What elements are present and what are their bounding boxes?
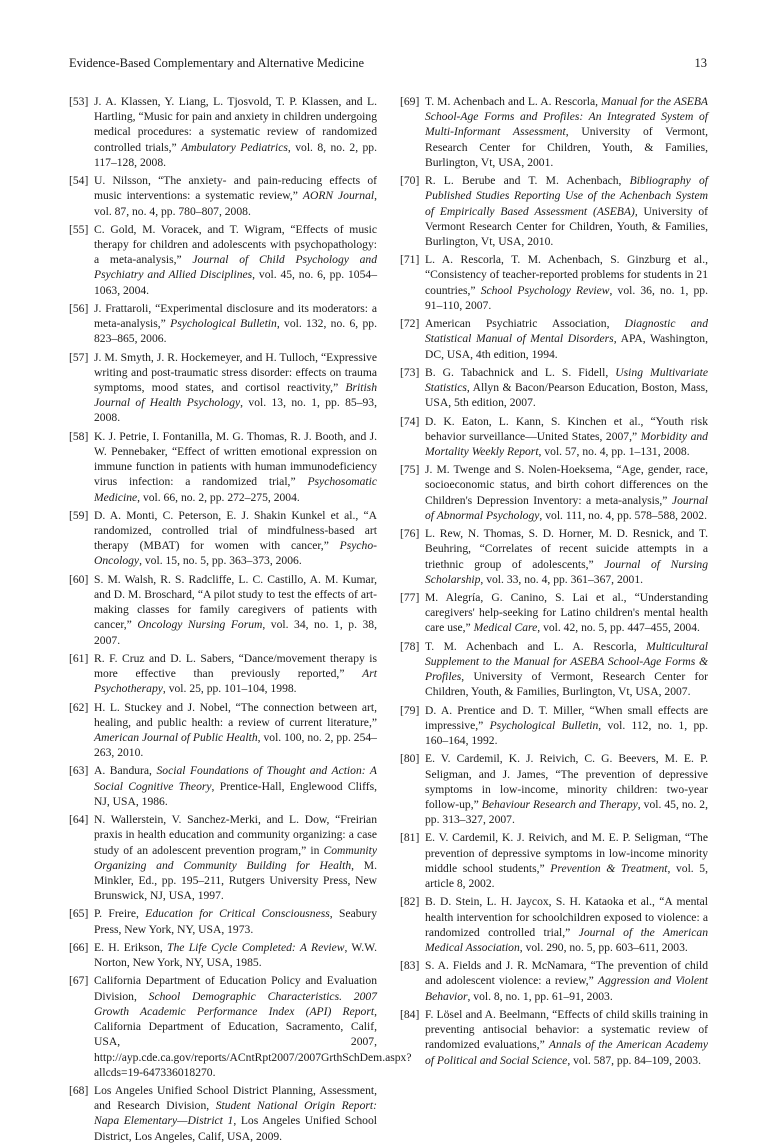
reference-item [400,173,708,249]
reference-segment: N. Wallerstein, V. Sanchez-Merki, and L. Dow, “Freirian praxis in health education and community organizing: a case study of an adolescent prevention program,” in [94,813,377,857]
reference-number: [64] [69,813,89,827]
reference-segment: P. Freire, [94,907,146,921]
reference-segment: , vol. 15, no. 5, pp. 363–373, 2006. [139,554,302,568]
reference-text [94,173,377,219]
reference-segment: R. F. Cruz and D. L. Sabers, “Dance/movement therapy is more effective than previously reported,” [94,651,377,681]
reference-source-title: Art Psychotherapy [94,667,377,696]
reference-source-title: Psycho-Oncology [94,539,377,568]
reference-segment: Los Angeles Unified School District Planning, Assessment, and Research Division, [94,1084,377,1113]
reference-item [400,526,708,587]
reference-item [69,94,377,170]
reference-text [425,252,708,313]
reference-segment: , M. Minkler, Ed., pp. 195–211, Rutgers University Press, New Brunswick, NJ, USA, 1997. [94,858,378,903]
reference-text [94,508,377,569]
reference-segment: , vol. 33, no. 4, pp. 361–367, 2001. [480,572,644,586]
reference-segment: , vol. 42, no. 5, pp. 447–455, 2004. [537,621,700,635]
reference-source-title: Morbidity and Mortality Weekly Report [425,429,708,458]
reference-segment: J. M. Twenge and S. Nolen-Hoeksema, “Age, gender, race, socioeconomic status, and birth cohort differences on the Children's Depression Inventory: a meta-analysis,” [425,463,708,507]
reference-text [94,429,377,505]
reference-item [400,639,708,700]
reference-item [400,414,708,460]
reference-source-title: Community Organizing and Community Building for Health [94,843,377,872]
reference-number: [55] [69,222,89,236]
reference-segment: , vol. 13, no. 1, pp. 85–93, 2008. [94,396,377,425]
reference-number: [73] [400,365,420,379]
reference-segment: E. V. Cardemil, K. J. Reivich, C. G. Beevers, M. E. P. Seligman, and J. James, “The prevention of depressive symptoms in low-income, minority children: two-year follow-up,” [425,752,708,811]
reference-number: [81] [400,831,420,845]
reference-segment: , Prentice-Hall, Englewood Cliffs, NJ, USA, 1986. [94,779,378,808]
reference-item [69,651,377,697]
reference-item [69,940,377,970]
reference-segment: , vol. 112, no. 1, pp. 160–164, 1992. [425,718,708,748]
reference-segment: D. K. Eaton, L. Kann, S. Kinchen et al., “Youth risk behavior surveillance—United States, 2007,” [425,414,708,443]
reference-source-title: AORN Journal [302,189,375,203]
reference-number: [77] [400,591,420,605]
reference-item [69,301,377,347]
reference-item [400,365,708,411]
reference-text [94,906,377,936]
reference-number: [59] [69,508,89,522]
reference-source-title: Social Foundations of Thought and Action: A Social Cognitive Theory [94,764,377,793]
reference-number: [54] [69,174,89,188]
reference-item [69,763,377,809]
reference-segment: M. Alegría, G. Canino, S. Lai et al., “Understanding caregivers' help-seeking for Latino children's mental health care use,” [425,591,708,635]
reference-item [400,894,708,955]
reference-segment: , University of Vermont, Research Center for Children, Youth, & Families, Burlington, Vt, USA, 2007. [425,670,708,699]
reference-item [400,462,708,523]
reference-text [425,590,708,636]
reference-number: [66] [69,940,89,954]
reference-number: [58] [69,429,89,443]
reference-segment: California Department of Education Policy and Evaluation Division, [94,974,377,1003]
reference-segment: K. J. Petrie, I. Fontanilla, M. G. Thomas, R. J. Booth, and J. W. Pennebaker, “Effect of written emotional expression on immune function in patients with human immunodeficiency virus infection: a randomized trial,” [94,429,377,489]
reference-text [425,639,708,700]
reference-segment: , Los Angeles Unified School District, Los Angeles, Calif, USA, 2009. [94,1114,377,1143]
reference-number: [71] [400,253,420,267]
reference-number: [75] [400,463,420,477]
reference-source-title: School Psychology Review [480,283,610,297]
reference-segment: S. M. Walsh, R. S. Radcliffe, L. C. Castillo, A. M. Kumar, and D. M. Broschard, “A pilot study to test the effects of art-making classes for family caregivers of patients with cancer,” [94,572,377,632]
reference-source-title: School Demographic Characteristics. 2007 Growth Academic Performance Index (API) Report [94,989,377,1018]
reference-number: [65] [69,907,89,921]
reference-segment: E. H. Erikson, [94,940,168,954]
reference-number: [63] [69,764,89,778]
reference-number: [70] [400,174,420,188]
reference-source-title: Diagnostic and Statistical Manual of Mental Disorders [425,317,709,346]
reference-segment: , vol. 25, pp. 101–104, 1998. [162,682,297,696]
reference-number: [61] [69,651,89,665]
reference-segment: , California Department of Education, Sacramento, Calif, USA, 2007, http://ayp.cde.ca.gov/reports/ACntRpt2007/2007GrthSchDem.aspx?allcds=19-647336018270. [94,1004,412,1079]
journal-title: Evidence-Based Complementary and Alternative Medicine [69,56,365,70]
reference-text [94,651,377,697]
running-head [69,56,707,70]
reference-source-title: American Journal of Public Health [94,730,258,744]
reference-source-title: Journal of Nursing Scholarship [425,557,709,586]
reference-text [94,940,377,970]
reference-segment: J. M. Smyth, J. R. Hockemeyer, and H. Tulloch, “Expressive writing and post-traumatic stress disorder: effects on trauma symptoms, mood states, and cortisol reactivity,” [94,350,377,395]
reference-number: [76] [400,527,420,541]
reference-segment: , vol. 8, no. 1, pp. 61–91, 2003. [467,989,613,1003]
reference-number: [74] [400,414,420,428]
reference-segment: , vol. 5, article 8, 2002. [425,861,708,891]
reference-source-title: Journal of Abnormal Psychology [425,493,708,522]
reference-text [425,958,708,1004]
reference-segment: E. V. Cardemil, K. J. Reivich, and M. E. P. Seligman, “The prevention of depressive symptoms in low-income minority middle school students,” [425,831,708,875]
reference-text [425,703,708,749]
reference-text [94,350,377,426]
reference-item [69,906,377,936]
reference-source-title: Psychosomatic Medicine [94,475,377,504]
reference-segment: , vol. 45, no. 2, pp. 313–327, 2007. [425,797,709,827]
reference-item [69,700,377,761]
reference-source-title: British Journal of Health Psychology [94,381,377,410]
reference-number: [82] [400,895,420,909]
reference-segment: , vol. 587, pp. 84–109, 2003. [567,1053,701,1067]
reference-source-title: Bibliography of Published Studies Reporting Use of the Achenbach System of Empirically Based Assessment (ASEBA) [425,174,708,218]
reference-segment: A. Bandura, [94,764,157,778]
reference-source-title: Education for Critical Consciousness [145,907,330,921]
reference-item [400,1007,708,1068]
reference-source-title: Annals of the American Academy of Political and Social Science [425,1038,708,1067]
reference-segment: , vol. 8, no. 2, pp. 117–128, 2008. [94,140,378,169]
reference-number: [80] [400,752,420,766]
reference-text [94,700,377,761]
reference-text [425,830,708,891]
reference-segment: T. M. Achenbach and L. A. Rescorla, [425,639,647,653]
reference-number: [68] [69,1084,89,1097]
reference-text [425,462,708,523]
reference-item [400,94,708,170]
reference-item [400,316,708,362]
reference-segment: , Seabury Press, New York, NY, USA, 1973. [94,907,377,936]
reference-segment: , W.W. Norton, New York, NY, USA, 1985. [94,940,377,970]
reference-segment: H. L. Stuckey and J. Nobel, “The connection between art, healing, and public health: a review of current literature,” [94,700,377,729]
reference-text [425,316,708,362]
reference-segment: J. A. Klassen, Y. Liang, L. Tjosvold, T. P. Klassen, and L. Hartling, “Music for pain and anxiety in children undergoing medical procedures: a systematic review of randomized controlled trials,” [94,95,377,154]
reference-segment: , vol. 45, no. 6, pp. 1054–1063, 2004. [94,268,377,297]
reference-segment: J. Frattaroli, “Experimental disclosure and its moderators: a meta-analysis,” [94,301,377,331]
reference-number: [83] [400,959,420,973]
reference-text [94,572,377,648]
reference-segment: , vol. 34, no. 1, p. 38, 2007. [94,618,377,647]
reference-number: [62] [69,700,89,714]
reference-segment: B. G. Tabachnick and L. S. Fidell, [425,365,616,379]
reference-segment: , APA, Washington, DC, USA, 4th edition, 1994. [425,332,708,361]
reference-item [400,590,708,636]
reference-segment: S. A. Fields and J. R. McNamara, “The prevention of child and adolescent violence: a review,” [425,959,708,988]
reference-item [69,812,377,903]
reference-segment: , vol. 111, no. 4, pp. 578–588, 2002. [539,508,707,522]
reference-source-title: Medical Care [473,621,538,635]
reference-segment: D. A. Monti, C. Peterson, E. J. Shakin Kunkel et al., “A randomized, controlled trial of mindfulness-based art therapy (MBAT) for women with cancer,” [94,508,377,553]
reference-source-title: The Life Cycle Completed: A Review [167,940,345,954]
reference-segment: U. Nilsson, “The anxiety- and pain-reducing effects of music interventions: a systematic review,” [94,174,377,203]
reference-segment: T. M. Achenbach and L. A. Rescorla, [425,95,602,108]
reference-text [425,894,708,955]
reference-segment: D. A. Prentice and D. T. Miller, “When small effects are impressive,” [425,703,708,732]
reference-number: [78] [400,639,420,653]
reference-source-title: Aggression and Violent Behavior [425,974,708,1003]
reference-text [94,301,377,347]
reference-source-title: Journal of Child Psychology and Psychiatry and Allied Disciplines [94,253,378,282]
reference-segment: C. Gold, M. Voracek, and T. Wigram, “Effects of music therapy for children and adolescents with psychopathology: a meta-analysis,” [94,222,377,267]
reference-item [69,222,377,298]
reference-segment: , University of Vermont Research Center for Children, Youth, & Families, Burlington, Vt, USA, 2010. [425,204,708,248]
reference-number: [69] [400,95,420,108]
reference-item [400,252,708,313]
reference-segment: , vol. 290, no. 5, pp. 603–611, 2003. [519,940,688,954]
reference-source-title: Psychological Bulletin [489,718,599,732]
reference-source-title: Student National Origin Report: Napa Elementary—District 1 [94,1099,377,1128]
reference-item [400,830,708,891]
reference-text [94,94,377,170]
reference-number: [53] [69,95,89,108]
reference-segment: F. Lösel and A. Beelmann, “Effects of child skills training in preventing antisocial behavior: a systematic review of randomized evaluations,” [425,1007,708,1052]
reference-item [69,429,377,505]
reference-item [400,958,708,1004]
reference-text [94,1083,377,1144]
reference-number: [67] [69,974,89,988]
reference-source-title: Using Multivariate Statistics [425,365,708,395]
reference-item [400,703,708,749]
reference-item [400,751,708,827]
reference-number: [72] [400,317,420,331]
reference-item [69,350,377,426]
reference-segment: , vol. 132, no. 6, pp. 823–865, 2006. [94,317,377,346]
reference-source-title: Journal of the American Medical Association [425,925,709,954]
reference-text [425,1007,708,1068]
reference-segment: L. A. Rescorla, T. M. Achenbach, S. Ginzburg et al., “Consistency of teacher-reported problems for students in 21 countries,” [425,253,708,297]
reference-segment: , vol. 36, no. 1, pp. 91–110, 2007. [425,283,708,312]
reference-source-title: Psychological Bulletin [170,317,277,331]
page-number: 13 [694,56,707,70]
reference-source-title: Behaviour Research and Therapy [481,797,638,811]
reference-segment: , Allyn & Bacon/Pearson Education, Boston, Mass, USA, 5th edition, 2007. [425,381,708,410]
reference-source-title: Oncology Nursing Forum [137,618,263,632]
reference-text [425,414,708,460]
reference-segment: L. Rew, N. Thomas, S. D. Horner, M. D. Resnick, and T. Beuhring, “Correlates of recent suicide attempts in a triethnic group of adolescents,” [425,527,708,571]
reference-text [425,751,708,827]
reference-source-title: Manual for the ASEBA School-Age Forms and Profiles: An Integrated System of Multi-Informant Assessment [425,95,709,139]
reference-source-title: Multicultural Supplement to the Manual for ASEBA School-Age Forms & Profiles [425,639,708,684]
reference-item [69,173,377,219]
reference-text [94,812,377,903]
reference-number: [56] [69,301,89,315]
reference-segment: , University of Vermont, Research Center for Children, Youth, & Families, Burlington, Vt, USA, 2001. [425,125,708,169]
reference-text [94,222,377,298]
reference-item [69,508,377,569]
reference-item [69,1083,377,1144]
reference-text [425,365,708,411]
reference-segment: American Psychiatric Association, [425,317,625,331]
reference-text [425,173,708,249]
reference-number: [60] [69,572,89,586]
reference-source-title: Prevention & Treatment [550,861,668,875]
reference-segment: , vol. 87, no. 4, pp. 780–807, 2008. [94,189,377,218]
reference-number: [84] [400,1007,420,1021]
reference-text [425,94,708,170]
reference-source-title: Ambulatory Pediatrics [181,140,288,154]
reference-segment: , vol. 66, no. 2, pp. 272–275, 2004. [137,490,300,504]
reference-segment: R. L. Berube and T. M. Achenbach, [425,174,630,188]
reference-text [94,763,377,809]
reference-text [425,526,708,587]
reference-number: [79] [400,703,420,717]
reference-item [69,572,377,648]
reference-segment: , vol. 100, no. 2, pp. 254–263, 2010. [94,730,377,760]
reference-number: [57] [69,350,89,364]
reference-segment: B. D. Stein, L. H. Jaycox, S. H. Kataoka et al., “A mental health intervention for schoolchildren exposed to violence: a randomized controlled trial,” [425,895,708,939]
reference-segment: , vol. 57, no. 4, pp. 1–131, 2008. [538,444,690,458]
references-right-column [400,94,708,1071]
